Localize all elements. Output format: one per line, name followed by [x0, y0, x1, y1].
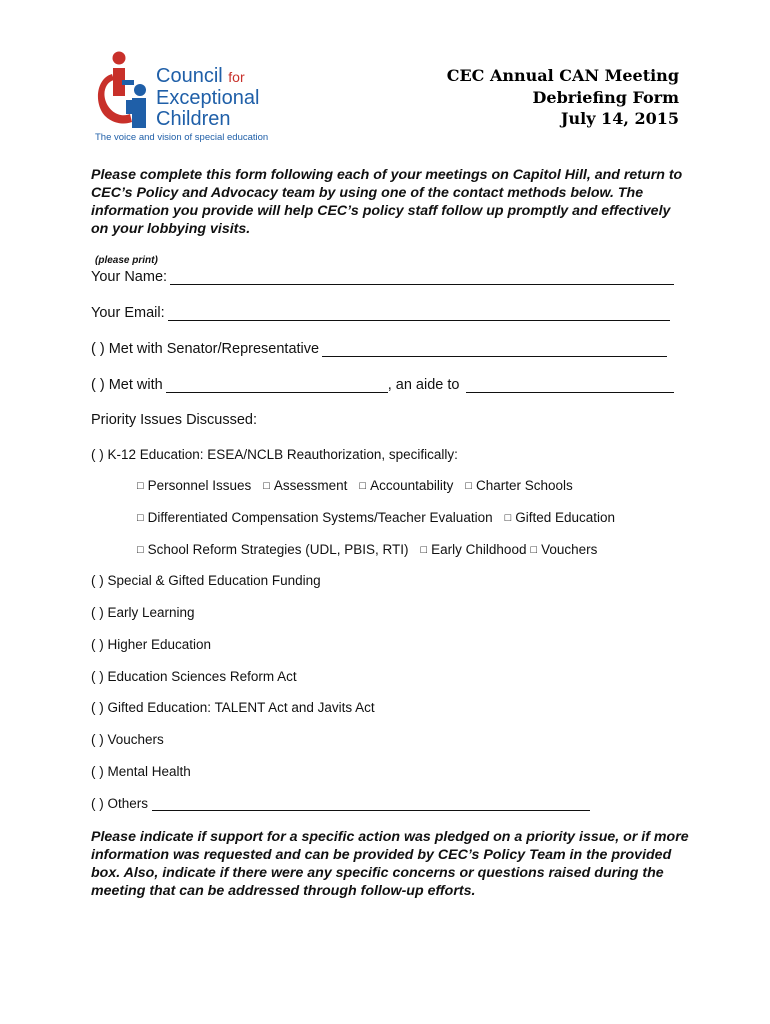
closing-instructions: Please indicate if support for a specific action was pledged on a priority issue, or if more information was requested and can be provided by CEC’s Policy Team in the provided box. Also, indicate if there were any specific concerns or questions raised during the meeting that can be addressed through follow-up efforts. — [91, 829, 689, 899]
issue-education-sciences[interactable]: ( ) Education Sciences Reform Act — [91, 669, 297, 684]
logo-text-children: Children — [156, 108, 231, 130]
others-input-line[interactable] — [152, 796, 590, 811]
k12-options-row-2 — [137, 510, 615, 525]
met-with-label[interactable]: ( ) Met with — [91, 377, 163, 393]
met-with-input-line[interactable] — [166, 378, 388, 393]
form-subtitle: Debriefing Form — [532, 88, 679, 107]
checkbox-icon: □ — [137, 512, 144, 524]
option-accountability[interactable]: □ Accountability — [359, 478, 454, 493]
option-school-reform[interactable]: □ School Reform Strategies (UDL, PBIS, RTI) — [137, 542, 409, 557]
checkbox-icon: □ — [137, 544, 144, 556]
form-date: July 14, 2015 — [560, 109, 679, 128]
issue-others[interactable]: ( ) Others — [91, 796, 149, 811]
issue-higher-education[interactable]: ( ) Higher Education — [91, 637, 212, 652]
option-personnel-issues[interactable]: □ Personnel Issues — [137, 478, 252, 493]
form-title: CEC Annual CAN Meeting — [446, 66, 679, 85]
option-charter-schools[interactable]: □ Charter Schools — [465, 478, 573, 493]
name-label: Your Name: — [91, 269, 168, 285]
option-gifted-education[interactable]: □ Gifted Education — [504, 510, 616, 525]
issue-vouchers[interactable]: ( ) Vouchers — [91, 732, 164, 747]
met-senator-label[interactable]: ( ) Met with Senator/Representative — [91, 341, 320, 357]
issue-others-row — [91, 796, 590, 811]
issue-k12[interactable]: ( ) K-12 Education: ESEA/NCLB Reauthorization, specifically: — [91, 447, 458, 462]
logo-text-exceptional: Exceptional — [156, 87, 260, 109]
intro-instructions: Please complete this form following each of your meetings on Capitol Hill, and return to CEC’s Policy and Advocacy team by using one of the contact methods below. The information you provide will help CEC’s policy staff follow up promptly and effectively on your lobbying visits. — [91, 167, 683, 237]
name-input-line[interactable] — [170, 270, 674, 285]
priority-heading: Priority Issues Discussed: — [91, 412, 257, 428]
issue-talent-act[interactable]: ( ) Gifted Education: TALENT Act and Javits Act — [91, 700, 375, 715]
checkbox-icon: □ — [420, 544, 428, 556]
option-vouchers[interactable]: □ Vouchers — [530, 542, 598, 557]
checkbox-icon: □ — [263, 480, 270, 492]
logo-text-council: Council for — [156, 65, 245, 87]
checkbox-icon: □ — [465, 480, 473, 492]
option-early-childhood[interactable]: □ Early Childhood — [420, 542, 527, 557]
logo-tagline: The voice and vision of special education — [95, 132, 269, 143]
option-assessment[interactable]: □ Assessment — [263, 478, 348, 493]
k12-options-row-3 — [137, 542, 597, 557]
checkbox-icon: □ — [137, 480, 144, 492]
checkbox-icon: □ — [504, 512, 512, 524]
email-input-line[interactable] — [168, 306, 670, 321]
cec-logo-mark — [92, 50, 152, 134]
met-with-row — [91, 377, 674, 393]
checkbox-icon: □ — [359, 480, 367, 492]
aide-label: , an aide to — [387, 377, 460, 393]
email-field-row — [91, 305, 670, 321]
met-senator-row — [91, 341, 667, 357]
issue-mental-health[interactable]: ( ) Mental Health — [91, 764, 191, 779]
k12-options-row-1 — [137, 478, 573, 493]
please-print-note: (please print) — [95, 255, 158, 266]
option-differentiated-compensation[interactable]: □ Differentiated Compensation Systems/Teacher Evaluation — [137, 510, 493, 525]
email-label: Your Email: — [91, 305, 165, 321]
checkbox-icon: □ — [530, 544, 538, 556]
issue-funding[interactable]: ( ) Special & Gifted Education Funding — [91, 573, 321, 588]
senator-input-line[interactable] — [322, 342, 667, 357]
aide-input-line[interactable] — [466, 378, 674, 393]
issue-early-learning[interactable]: ( ) Early Learning — [91, 605, 195, 620]
name-field-row — [91, 269, 674, 285]
